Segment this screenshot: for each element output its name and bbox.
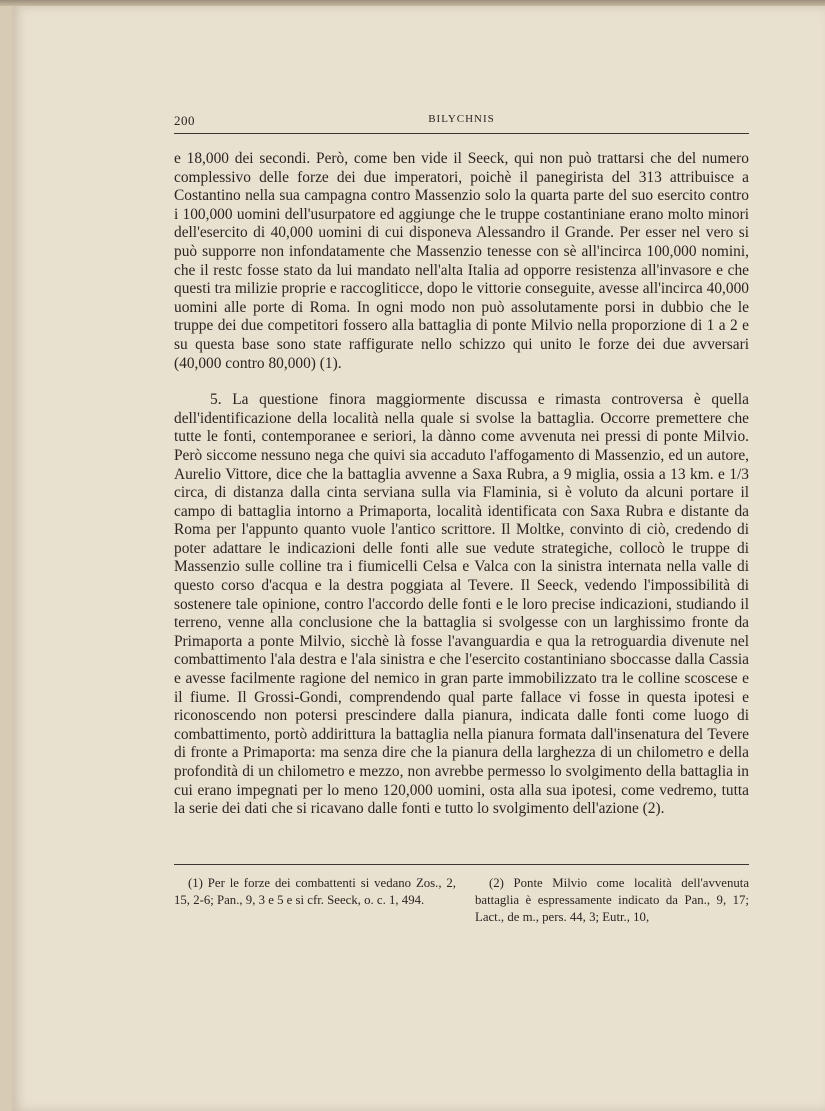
footnote-1: [174, 875, 456, 909]
footnote-2: [475, 875, 749, 926]
footnote-1-text: (1) Per le forze dei combattenti si vedano Zos., 2, 15, 2-6; Pan., 9, 3 e 5 e si cfr. Seeck, o. c. 1, 494.: [174, 876, 456, 907]
footnote-2-text: (2) Ponte Milvio come località dell'avvenuta battaglia è espressamente indicato da Pan., 9, 17; Lact., de m., pers. 44, 3; Eutr., 10,: [475, 876, 749, 924]
paragraph-2: 5. La questione finora maggiormente discussa e rimasta controversa è quella dell'identificazione della località nella quale si svolse la battaglia. Occorre premettere che tutte le fonti, contemporanee e seriori, la dànno come avvenuta nei pressi di ponte Milvio. Però siccome nessuno nega che quivi sia accaduto l'affogamento di Massenzio, ed un autore, Aurelio Vittore, dice che la battaglia avvenne a Saxa Rubra, a 9 miglia, ossia a 13 km. e 1/3 circa, di distanza dalla cinta serviana sulla via Flaminia, si è voluto da alcuni portare il campo di battaglia intorno a Primaporta, località identificata con Saxa Rubra e distante da Roma per l'appunto quanto vuole l'antico scrittore. Il Moltke, convinto di ciò, credendo di poter adattare le indicazioni delle fonti alle sue vedute strategiche, collocò le truppe di Massenzio sulle colline tra i fiumicelli Celsa e Valca con la sinistra internata nella valle di questo corso d'acqua e la destra poggiata al Tevere. Il Seeck, vedendo l'impossibilità di sostenere tale opinione, contro l'accordo delle fonti e le loro precise indicazioni, studiando il terreno, venne alla conclusione che la battaglia si svolgesse con un larghissimo fronte da Primaporta a ponte Milvio, sicchè là fosse l'avanguardia e qua la retroguardia divenute nel combattimento l'ala destra e l'ala sinistra e che l'esercito costantiniano sboccasse dalla Cassia e avesse facilmente ragione del nemico in gran parte immobilizzato tra le colline scoscese e il fiume. Il Grossi-Gondi, comprendendo qual parte fallace vi fosse in questa ipotesi e riconoscendo non potersi prescindere dalla pianura, indicata dalle fonti come luogo di combattimento, portò addirittura la battaglia nella pianura formata dall'insenatura del Tevere di fronte a Primaporta: ma senza dire che la pianura della larghezza di un chilometro e della profondità di un chilometro e mezzo, non avrebbe permesso lo svolgimento della battaglia in cui erano impegnati per lo meno 120,000 uomini, osta alla sua ipotesi, come vedremo, tutta la serie dei dati che si ricavano dalle fonti e tutto lo svolgimento dell'azione (2).: [174, 391, 749, 818]
header-rule: [174, 133, 749, 134]
page-header: [174, 113, 749, 133]
footnote-rule: [174, 864, 749, 865]
running-head: BILYCHNIS: [428, 113, 495, 125]
paragraph-1: e 18,000 dei secondi. Però, come ben vide il Seeck, qui non può trattarsi che del numero complessivo delle forze dei due imperatori, poichè il panegirista del 313 attribuisce a Costantino nella sua campagna contro Massenzio solo la quarta parte del suo esercito contro i 100,000 uomini dell'usurpatore ed aggiunge che le truppe costantiniane erano molto minori dell'esercito di 40,000 uomini di cui disponeva Alessandro il Grande. Per esser nel vero si può supporre non infondatamente che Massenzio tenesse con sè all'incirca 100,000 nomini, che il restc fosse stato da lui mandato nell'alta Italia ad opporre resistenza all'invasore e che questi tra milizie proprie e raccogliticce, dopo le vittorie conseguite, avesse all'incirca 40,000 uomini alle porte di Roma. In ogni modo non può assolutamente porsi in dubbio che le truppe dei due competitori fossero alla battaglia di ponte Milvio nella proporzione di 1 a 2 e su questa base sono state raffigurate nello schizzo qui unito le forze dei due avversari (40,000 contro 80,000) (1).: [174, 150, 749, 372]
page-number: 200: [174, 113, 195, 128]
body-text: [174, 150, 749, 819]
